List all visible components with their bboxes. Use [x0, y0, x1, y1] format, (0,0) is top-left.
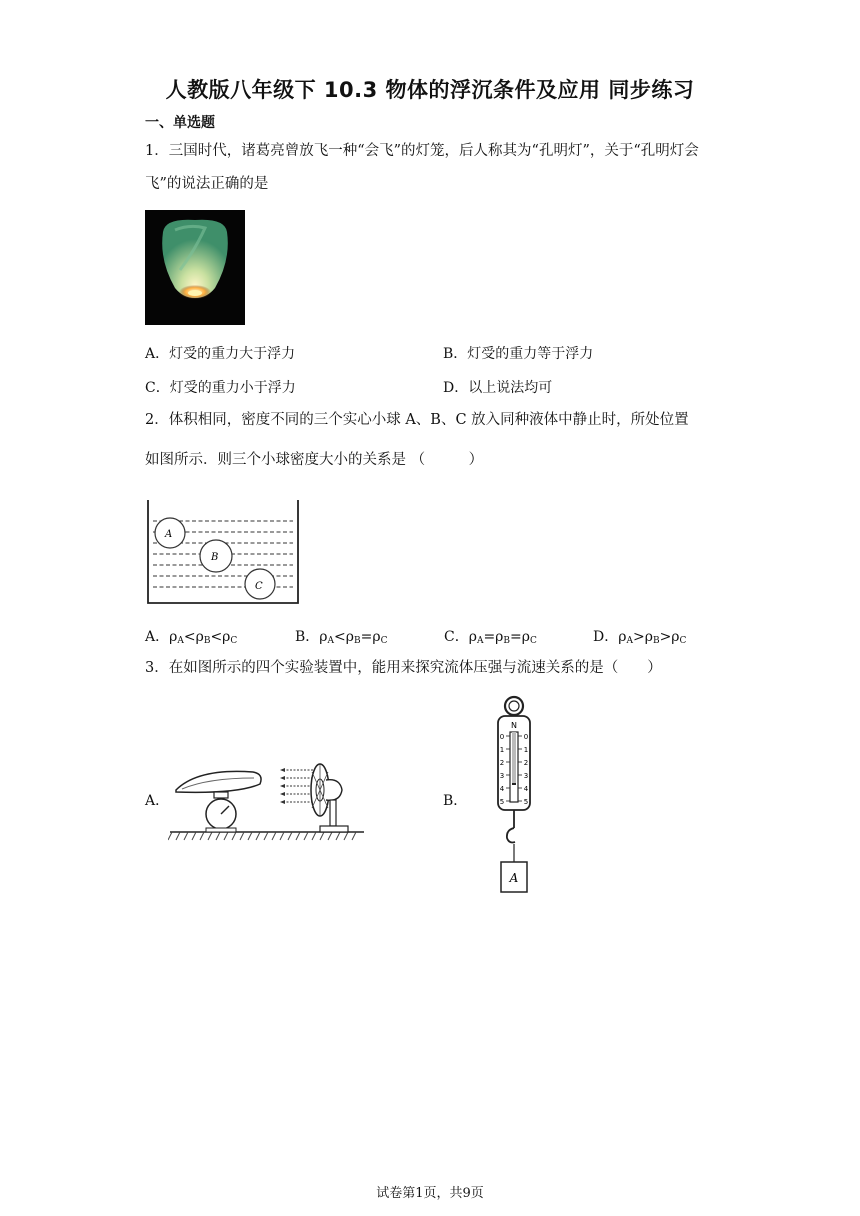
expr-subscript: B	[203, 636, 211, 646]
expr-subscript: A	[327, 636, 335, 646]
q1-option-c[interactable]: C．灯受的重力小于浮力	[145, 380, 296, 396]
expr-symbol: ρ	[618, 629, 627, 645]
scale-left-tick-1: 1	[499, 746, 505, 754]
expr-symbol: <ρ	[334, 629, 354, 645]
expr-subscript: B	[652, 636, 660, 646]
sky-lantern-image	[145, 210, 245, 325]
expr-subscript: A	[626, 636, 633, 646]
scale-right-tick-5: 5	[523, 798, 529, 806]
weight-label: A	[509, 871, 519, 885]
expr-symbol: <ρ	[183, 629, 204, 645]
expr-symbol: ρ	[319, 629, 328, 645]
page-footer: 试卷第1页，共9页	[376, 1186, 484, 1201]
scale-right-tick-1: 1	[523, 746, 529, 754]
question-1-stem-line2: 飞”的说法正确的是	[145, 176, 269, 192]
scale-right-tick-0: 0	[523, 733, 529, 741]
expr-symbol: <ρ	[210, 629, 231, 645]
q2-option-b[interactable]: B．$\rho_A<\rho_B=\rho_C$	[295, 629, 388, 646]
q2-option-d-expression	[618, 629, 686, 645]
expr-subscript: C	[530, 636, 537, 646]
expr-symbol: =ρ	[483, 629, 504, 645]
expr-subscript: B	[354, 636, 361, 646]
expr-subscript: C	[679, 636, 687, 646]
scale-left-tick-0: 0	[499, 733, 505, 741]
expr-subscript: B	[503, 636, 511, 646]
expr-subscript: C	[380, 636, 388, 646]
ball-b-label: B	[211, 552, 219, 563]
expr-symbol: >ρ	[659, 629, 680, 645]
section-heading: 一、单选题	[145, 115, 215, 131]
q1-option-b[interactable]: B．灯受的重力等于浮力	[443, 346, 594, 362]
question-3-stem: 3．在如图所示的四个实验装置中，能用来探究流体压强与流速关系的是（ ）	[145, 660, 662, 676]
scale-right-tick-2: 2	[523, 759, 529, 767]
expr-symbol: =ρ	[510, 629, 531, 645]
scale-left-tick-3: 3	[499, 772, 505, 780]
wing-fan-experiment-figure	[168, 742, 368, 848]
liquid-container-figure	[143, 497, 303, 613]
page-title: 人教版八年级下 10.3 物体的浮沉条件及应用 同步练习	[165, 78, 695, 102]
expr-symbol: =ρ	[360, 629, 381, 645]
question-2-stem-line1: 2．体积相同，密度不同的三个实心小球 A、B、C 放入同种液体中静止时，所处位置	[145, 412, 689, 428]
expr-subscript: C	[230, 636, 238, 646]
q1-option-d[interactable]: D．以上说法均可	[443, 380, 553, 396]
spring-scale-figure	[493, 694, 539, 900]
expr-subscript: A	[177, 636, 184, 646]
scale-right-tick-3: 3	[523, 772, 529, 780]
expr-symbol: ρ	[468, 629, 477, 645]
q2-option-a-expression	[169, 629, 237, 645]
scale-top-letter: N	[511, 721, 517, 730]
expr-subscript: A	[476, 636, 484, 646]
q2-option-b-expression	[319, 629, 387, 645]
scale-left-tick-2: 2	[499, 759, 505, 767]
q3-option-a[interactable]: A．	[145, 793, 170, 809]
q2-option-d[interactable]: D．$\rho_A>\rho_B>\rho_C$	[593, 629, 687, 646]
q1-option-a[interactable]: A．灯受的重力大于浮力	[145, 346, 296, 362]
q2-option-c-expression	[469, 629, 537, 645]
q3-option-b[interactable]: B．	[443, 793, 468, 809]
expr-symbol: >ρ	[632, 629, 653, 645]
expr-symbol: ρ	[169, 629, 178, 645]
ball-a-label: A	[165, 529, 173, 540]
scale-left-tick-4: 4	[499, 785, 505, 793]
scale-right-tick-4: 4	[523, 785, 529, 793]
q2-option-a[interactable]: A．$\rho_A<\rho_B<\rho_C$	[145, 629, 238, 646]
question-2-stem-line2: 如图所示．则三个小球密度大小的关系是 （ ）	[145, 452, 484, 468]
ball-c-label: C	[255, 581, 263, 592]
question-1-stem-line1: 1．三国时代，诸葛亮曾放飞一种“会飞”的灯笼，后人称其为“孔明灯”，关于“孔明灯会	[145, 143, 699, 159]
scale-left-tick-5: 5	[499, 798, 505, 806]
q2-option-c[interactable]: C．$\rho_A=\rho_B=\rho_C$	[444, 629, 537, 646]
